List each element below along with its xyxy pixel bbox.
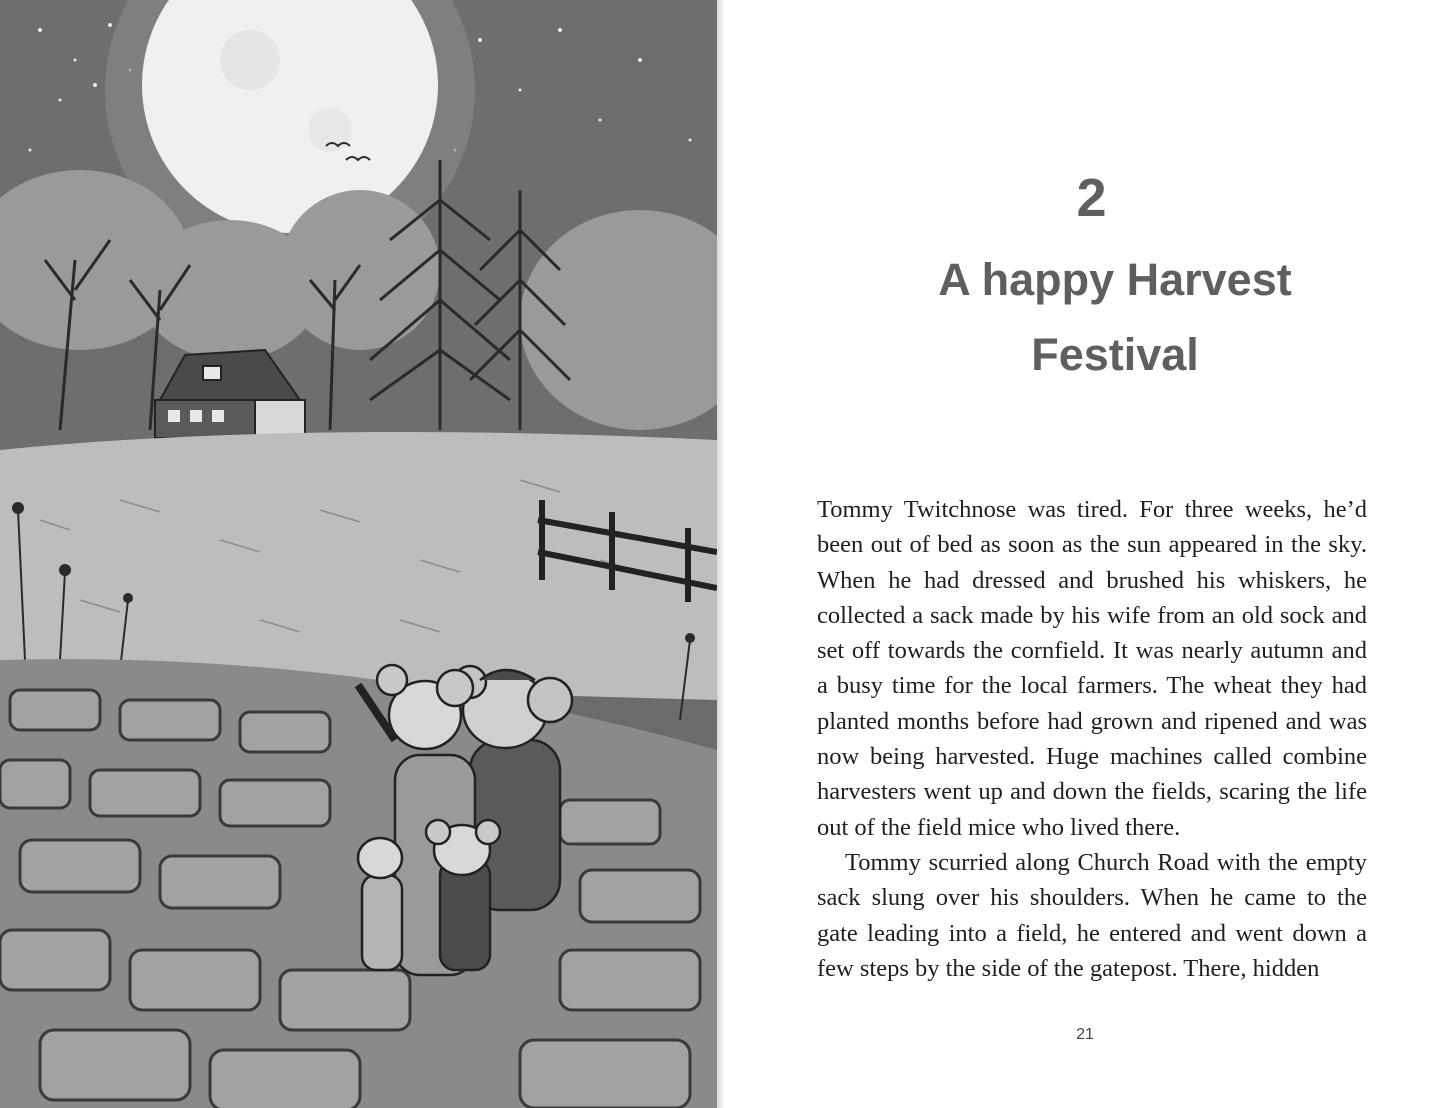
page-number: 21	[1076, 1026, 1094, 1043]
illustration-page	[0, 0, 717, 1108]
moonlit-night-illustration	[0, 0, 717, 1108]
paragraph-1: Tommy Twitchnose was tired. For three weeks, he’d been out of bed as soon as the sun appeared in the sky. When he had dressed and brushed his whiskers, he collected a sack made by his wife from an old sock and set off towards the cornfield. It was nearly autumn and a busy time for the local farmers. The wheat they had planted months before had grown and ripened and was now being harvested. Huge machines called combine harvesters went up and down the fields, scaring the life out of the field mice who lived there.	[817, 496, 1367, 841]
chapter-title: A happy Harvest Festival	[938, 254, 1292, 380]
paragraph-2: Tommy scurried along Church Road with the empty sack slung over his shoulders. When he came to the gate leading into a field, he entered and went down a few steps by the side of the gatepost. There, hidden	[817, 848, 1367, 982]
book-gutter	[717, 0, 725, 1108]
text-page	[725, 0, 1445, 1108]
chapter-body	[817, 492, 1367, 986]
chapter-number: 2	[1076, 168, 1107, 228]
